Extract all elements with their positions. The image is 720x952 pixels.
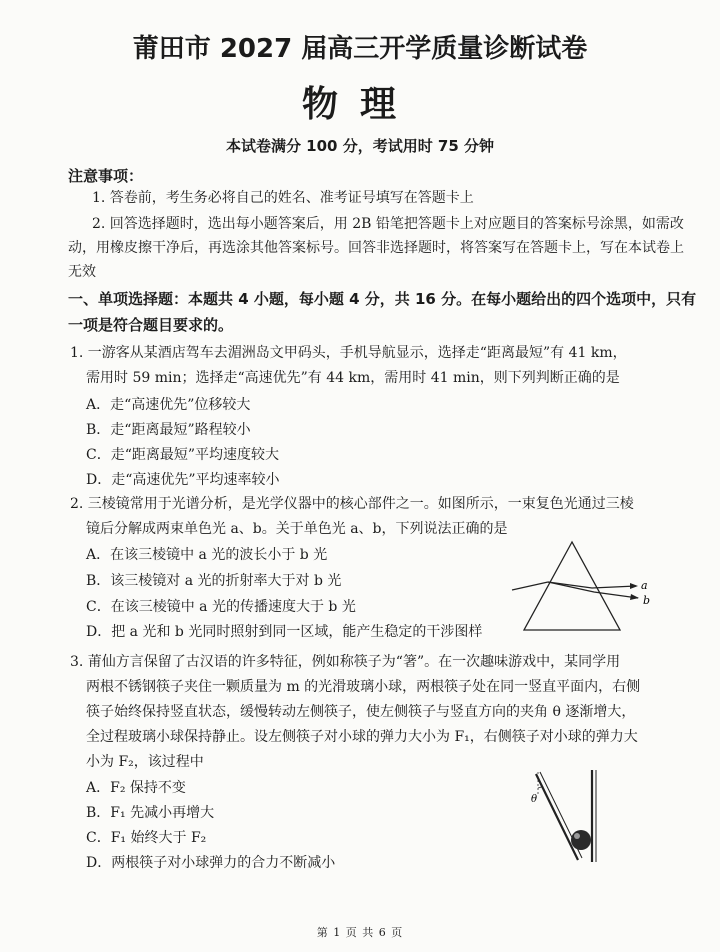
q3-stem-line3: 筷子始终保持竖直状态，缓慢转动左侧筷子，使左侧筷子与竖直方向的夹角 θ 逐渐增大， (86, 704, 636, 720)
notice-item-1: 1. 答卷前，考生务必将自己的姓名、准考证号填写在答题卡上 (92, 190, 474, 206)
notice-item-2: 2. 回答选择题时，选出每小题答案后，用 2B 铅笔把答题卡上对应题目的答案标号涂黑，如需改 (92, 216, 684, 232)
subject-title: 物理 (301, 84, 418, 125)
incident-ray (512, 582, 548, 590)
exam-title: 莆田市 2027 届高三开学质量诊断试卷 (132, 34, 588, 64)
ray-b-path (548, 582, 638, 598)
q1-stem-line2: 需用时 59 min；选择走“高速优先”有 44 km，需用时 41 min，则下列判断正确的是 (86, 370, 620, 386)
q1-option-c: C．走“距离最短”平均速度较大 (86, 447, 280, 463)
arrow-head-a (630, 583, 638, 589)
q3-option-a: A．F₂ 保持不变 (86, 780, 186, 796)
q2-stem-line2: 镜后分解成两束单色光 a、b。关于单色光 a、b，下列说法正确的是 (86, 521, 508, 537)
q2-option-d: D．把 a 光和 b 光同时照射到同一区域，能产生稳定的干涉图样 (86, 624, 483, 640)
q3-option-d: D．两根筷子对小球弹力的合力不断减小 (86, 855, 336, 871)
q1-option-d: D．走“高速优先”平均速率较小 (86, 472, 280, 488)
label-a: a (641, 579, 648, 592)
glass-ball (571, 830, 591, 850)
notice-item-2-end: 无效 (68, 264, 96, 280)
q3-stem-line2: 两根不锈钢筷子夹住一颗质量为 m 的光滑玻璃小球，两根筷子处在同一竖直平面内，右侧 (86, 679, 641, 695)
q2-stem-line1: 2. 三棱镜常用于光谱分析，是光学仪器中的核心部件之一。如图所示，一束复色光通过三棱 (70, 496, 634, 512)
section-heading-line2: 一项是符合题目要求的。 (68, 316, 234, 334)
q3-stem-line5: 小为 F₂，该过程中 (86, 754, 204, 770)
theta-label: θ (531, 794, 538, 805)
ball-highlight (574, 833, 580, 839)
page-footer: 第 1 页 共 6 页 (316, 926, 404, 939)
q2-option-a: A．在该三棱镜中 a 光的波长小于 b 光 (86, 547, 328, 563)
q2-option-b: B．该三棱镜对 a 光的折射率大于对 b 光 (86, 573, 342, 589)
q3-stem-line1: 3. 莆仙方言保留了古汉语的许多特征，例如称筷子为“箸”。在一次趣味游戏中，某同学用 (70, 654, 621, 670)
q3-option-b: B．F₁ 先减小再增大 (86, 805, 215, 821)
q1-option-a: A．走“高速优先”位移较大 (86, 397, 251, 413)
label-b: b (643, 594, 651, 607)
q3-stem-line4: 全过程玻璃小球保持静止。设左侧筷子对小球的弹力大小为 F₁，右侧筷子对小球的弹力大 (86, 729, 638, 745)
prism-triangle (524, 542, 620, 630)
section-heading-line1: 一、单项选择题：本题共 4 小题，每小题 4 分，共 16 分。在每小题给出的四个选项中，只有 (68, 290, 697, 308)
q1-option-b: B．走“距离最短”路程较小 (86, 422, 251, 438)
q3-option-c: C．F₁ 始终大于 F₂ (86, 830, 207, 846)
exam-info: 本试卷满分 100 分，考试用时 75 分钟 (225, 137, 495, 155)
q1-stem-line1: 1. 一游客从某酒店驾车去湄洲岛文甲码头，手机导航显示，选择走“距离最短”有 41 km， (70, 345, 627, 361)
prism-figure (510, 538, 660, 638)
notice-title: 注意事项： (68, 167, 144, 185)
chopsticks-figure (528, 768, 608, 864)
notice-item-2-cont: 动，用橡皮擦干净后，再选涂其他答案标号。回答非选择题时，将答案写在答题卡上，写在本试卷上 (68, 240, 684, 256)
q2-option-c: C．在该三棱镜中 a 光的传播速度大于 b 光 (86, 599, 356, 615)
arrow-head-b (630, 594, 639, 600)
